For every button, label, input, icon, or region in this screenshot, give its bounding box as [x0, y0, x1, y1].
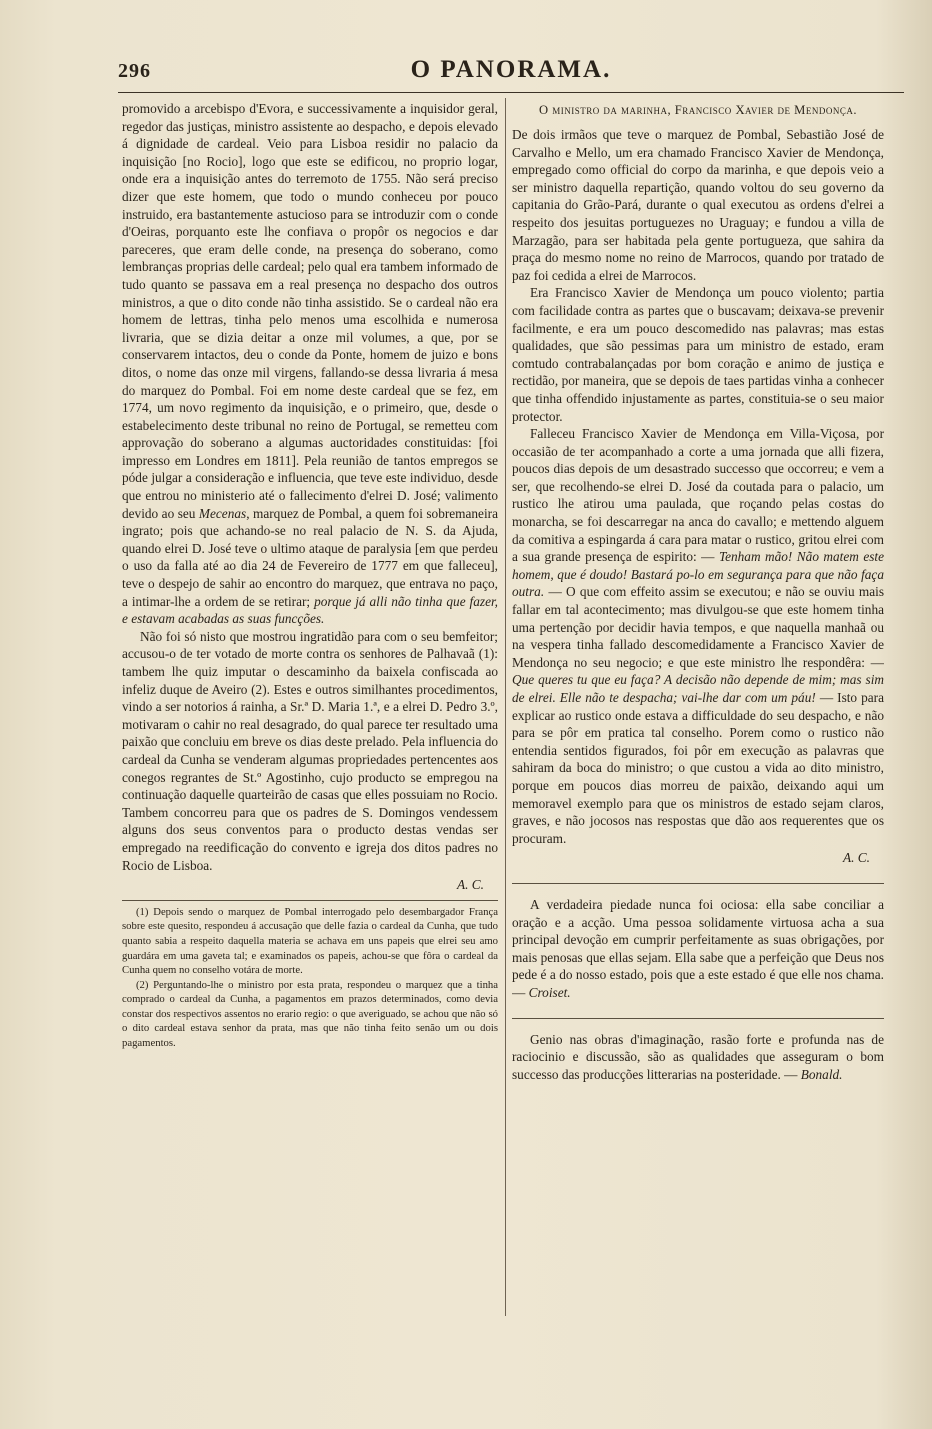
article-title: O ministro da marinha, Francisco Xavier de Mendonça. — [538, 103, 858, 117]
footnote-2: (2) Perguntando-lhe o ministro por esta prata, respondeu o marquez que a tinha comprado o cardeal da Cunha, a pagamentos em prazos determinados, como devia constar dos respectivos assentos no erario regio: o que averiguado, se achou que não só o dito cardeal estava senhor da prata, mas que não tinha feito senão um ou dois pagamentos. — [122, 978, 498, 1050]
right-paragraph-3 — [512, 425, 884, 847]
page-header — [118, 50, 904, 90]
right-paragraph-3-cont-1: — O que com effeito assim se executou; e não se ouviu mais fallar em tal acontecimento; mas divulgou-se que este homem tinha uma pertenção por decidir havia tempos, e que naquella manhaã ou na vespera tinha fallado descomedidamente a Francisco Xavier de Mendonça no seu negocio; e que este ministro lhe respondêra: — — [512, 584, 884, 670]
footnotes — [122, 905, 498, 1051]
left-column — [122, 100, 498, 1310]
king-quote: Tenham mão! Não matem este homem, que é doudo! Bastará po-lo em segurança para que não faça outra. — [512, 549, 884, 600]
mecenas-word: Mecenas — [198, 505, 247, 521]
maxim-1-author: Croiset. — [528, 984, 571, 1000]
header-rule — [118, 92, 904, 93]
footnote-1: (1) Depois sendo o marquez de Pombal interrogado pelo desembargador França sobre este quesito, respondeu á accusação que delle fazia o cardeal da Cunha, que tudo quanto sabia a respeito daquella materia se achava em uns papeis que elrei seu amo guardára em uma gaveta tal; e examinados os papeis, achou-se que fôra o cardeal da Cunha quem no conselho votára de morte. — [122, 905, 498, 977]
left-signature: A. C. — [457, 877, 484, 893]
right-paragraph-1: De dois irmãos que teve o marquez de Pombal, Sebastião José de Carvalho e Mello, um era chamado Francisco Xavier de Mendonça, empregado como official do corpo da marinha, e que depois veio a ser ministro daquella repartição, quando voltou do seu governo da capitania do Grão-Pará, durante o qual executou as ordens d'elrei a respeito dos jesuitas portuguezes no Uraguay; e fundou a villa de Marzagão, para ser habitada pela gente portugueza, que sahira da praça do mesmo nome no reino de Marrocos, quando por tratado de paz foi cedida a elrei de Marrocos. — [512, 127, 884, 283]
right-signature: A. C. — [843, 850, 870, 866]
right-paragraph-3-cont-2: — Isto para explicar ao rustico onde estava a difficuldade do seu despacho, e não para se pôr em pratica tal conselho. Porem como o rustico não entendia sentidos figurados, foi pôr em execução as palavras que sahiram da boca do ministro; o que custou a vida ao dito ministro, porque em poucos dias morreu de paixão, deixando aqui um memoravel exemplo para que os ministros de estado sejam claros, graves, e não jocosos nas respostas que dão aos requerentes que os procuram. — [512, 690, 884, 846]
left-paragraph-1-cont: , marquez de Pombal, a quem foi sobremaneira ingrato; pois que achando-se no real palacio de N. S. da Ajuda, quando elrei D. José teve o ultimo ataque de paralysia [em que perdeu o uso da falla até ao dia 24 de Fevereiro de 1777 em que falleceu], teve o despejo de sahir ao encontro do marquez, que entrava no paço, a intimar-lhe a ordem de se retirar; — [122, 505, 498, 609]
maxim-1-text: A verdadeira piedade nunca foi ociosa: ella sabe conciliar a oração e a acção. Uma pessoa solidamente virtuosa acha a sua principal devoção em cumprir perfeitamente as suas obrigações, por mais penosas que ellas sejam. Ella sabe que a perfeição que Deus nos pede é a do nosso estado, pois que a este estado é que elle nos chama. — — [512, 896, 884, 1000]
right-paragraph-2: Era Francisco Xavier de Mendonça um pouco violento; partia com facilidade contra as partes que o buscavam; deixava-se prevenir facilmente, e era um pouco descomedido nas palavras; mas estas qualidades, que são pessimas para um ministro de estado, eram comtudo contrabalançadas por bom coração e animo de justiça e rectidão, por maneira, que se depois de taes partidas vinha a conhecer que tinha offendido injustamente as partes, constituia-se o seu maior protector. — [512, 285, 884, 424]
column-divider — [505, 98, 506, 1316]
maxim-2-text: Genio nas obras d'imaginação, rasão forte e profunda nas de raciocinio e discussão, são as qualidades que asseguram o bom successo das producções litterarias na posteridade. — — [512, 1031, 884, 1082]
left-paragraph-1-italic: porque já alli não tinha que fazer, e estavam acabadas as suas funcções. — [122, 593, 498, 627]
right-paragraph-3-text: Falleceu Francisco Xavier de Mendonça em Villa-Viçosa, por occasião de ter acompanhado a corte a uma jornada que alli fizera, poucos dias depois de um desastrado successo que occorreu; e vem a ser, que recolhendo-se elrei D. José da coutada para o palacio, um rustico lhe atirou uma paulada, que roçando pelas costas do monarcha, se foi descarregar na anca do cavallo; e mettendo alguem da comitiva a espingarda á cara para matar o rustico, gritou elrei com a sua grande presença de espirito: — — [512, 426, 884, 565]
separator-2 — [512, 1018, 884, 1019]
maxim-2 — [512, 1031, 884, 1084]
left-paragraph-1 — [122, 100, 498, 628]
right-column — [512, 100, 884, 1310]
maxim-2-author: Bonald. — [800, 1066, 843, 1082]
running-title: O PANORAMA. — [410, 56, 612, 83]
page-number: 296 — [118, 60, 151, 82]
maxim-1 — [512, 896, 884, 1002]
footnote-rule — [122, 900, 498, 901]
left-paragraph-1-text: promovido a arcebispo d'Evora, e successivamente a inquisidor geral, regedor das justiças, ministro assistente ao despacho, e depois elevado á dignidade de cardeal. Veio para Lisboa residir no palacio da inquisição [no Rocio], logo que este se edificou, no proprio logar, onde era a inquisição antes do terremoto de 1755. Não será preciso dizer que este homem, que todo o mundo conheceu por pouco instruido, era bastantemente astucioso para se introduzir com o conde d'Oeiras, porquanto este lhe confiava o propôr os negocios e dar pareceres, que eram delle conde, na presença do soberano, como lembranças proprias delle cardeal; pelo qual era tambem informado de tudo quanto se passava em a real presença no despacho dos outros ministros, a que o dito conde não tinha assistido. Se o cardeal não era homem de lettras, tinha pelo menos uma escolhida e numerosa livraria, que se dizia deitar a onze mil volumes, a que, por se conservarem intactos, deu o conde da Ponte, homem de juizo e bons ditos, o nome das onze mil virgens, fallando-se dessa livraria á mesa do marquez do Pombal. Foi em nome deste cardeal que se fez, em 1774, um novo regimento da inquisição, e o primeiro, que, desde o estabelecimento deste tribunal no reino de Portugal, se remetteu com approvação do soberano a algumas auctoridades constituidas: [foi impresso em Londres em 1811]. Pela reunião de tantos empregos se póde julgar a consideração e influencia, que teve este individuo, desde que entrou no ministerio até o fallecimento d'elrei D. José; valimento devido ao seu — [122, 101, 498, 521]
separator-1 — [512, 883, 884, 884]
minister-quote: Que queres tu que eu faça? A decisão não depende de mim; mas sim de elrei. Elle não te despacha; vai-lhe dar com um páu! — [512, 672, 884, 705]
left-paragraph-2: Não foi só nisto que mostrou ingratidão para com o seu bemfeitor; accusou-o de ter votado de morte contra os senhores de Palhavaã (1): tambem lhe quiz imputar o descaminho da baixela confiscada ao infeliz duque de Aveiro (2). Estes e outros similhantes procedimentos, vindo a ser notorios á rainha, a Sr.ª D. Maria 1.ª, e a elrei D. Pedro 3.º, motivaram o cahir no real desagrado, do qual parece ter resultado uma paixão que concluiu em breve os dias deste prelado. Pela influencia do cardeal da Cunha se venderam algumas propriedades pertencentes aos conegos regrantes de St.º Agostinho, cujo producto se empregou na continuação daquelle quarteirão de casas que elles possuiam no Rocio. Tambem concorreu para que os padres de S. Domingos vendessem alguns dos seus conventos para o producto destas vendas ser empregado na reedificação do convento e igreja dos ditos padres no Rocio de Lisboa. — [122, 628, 498, 873]
